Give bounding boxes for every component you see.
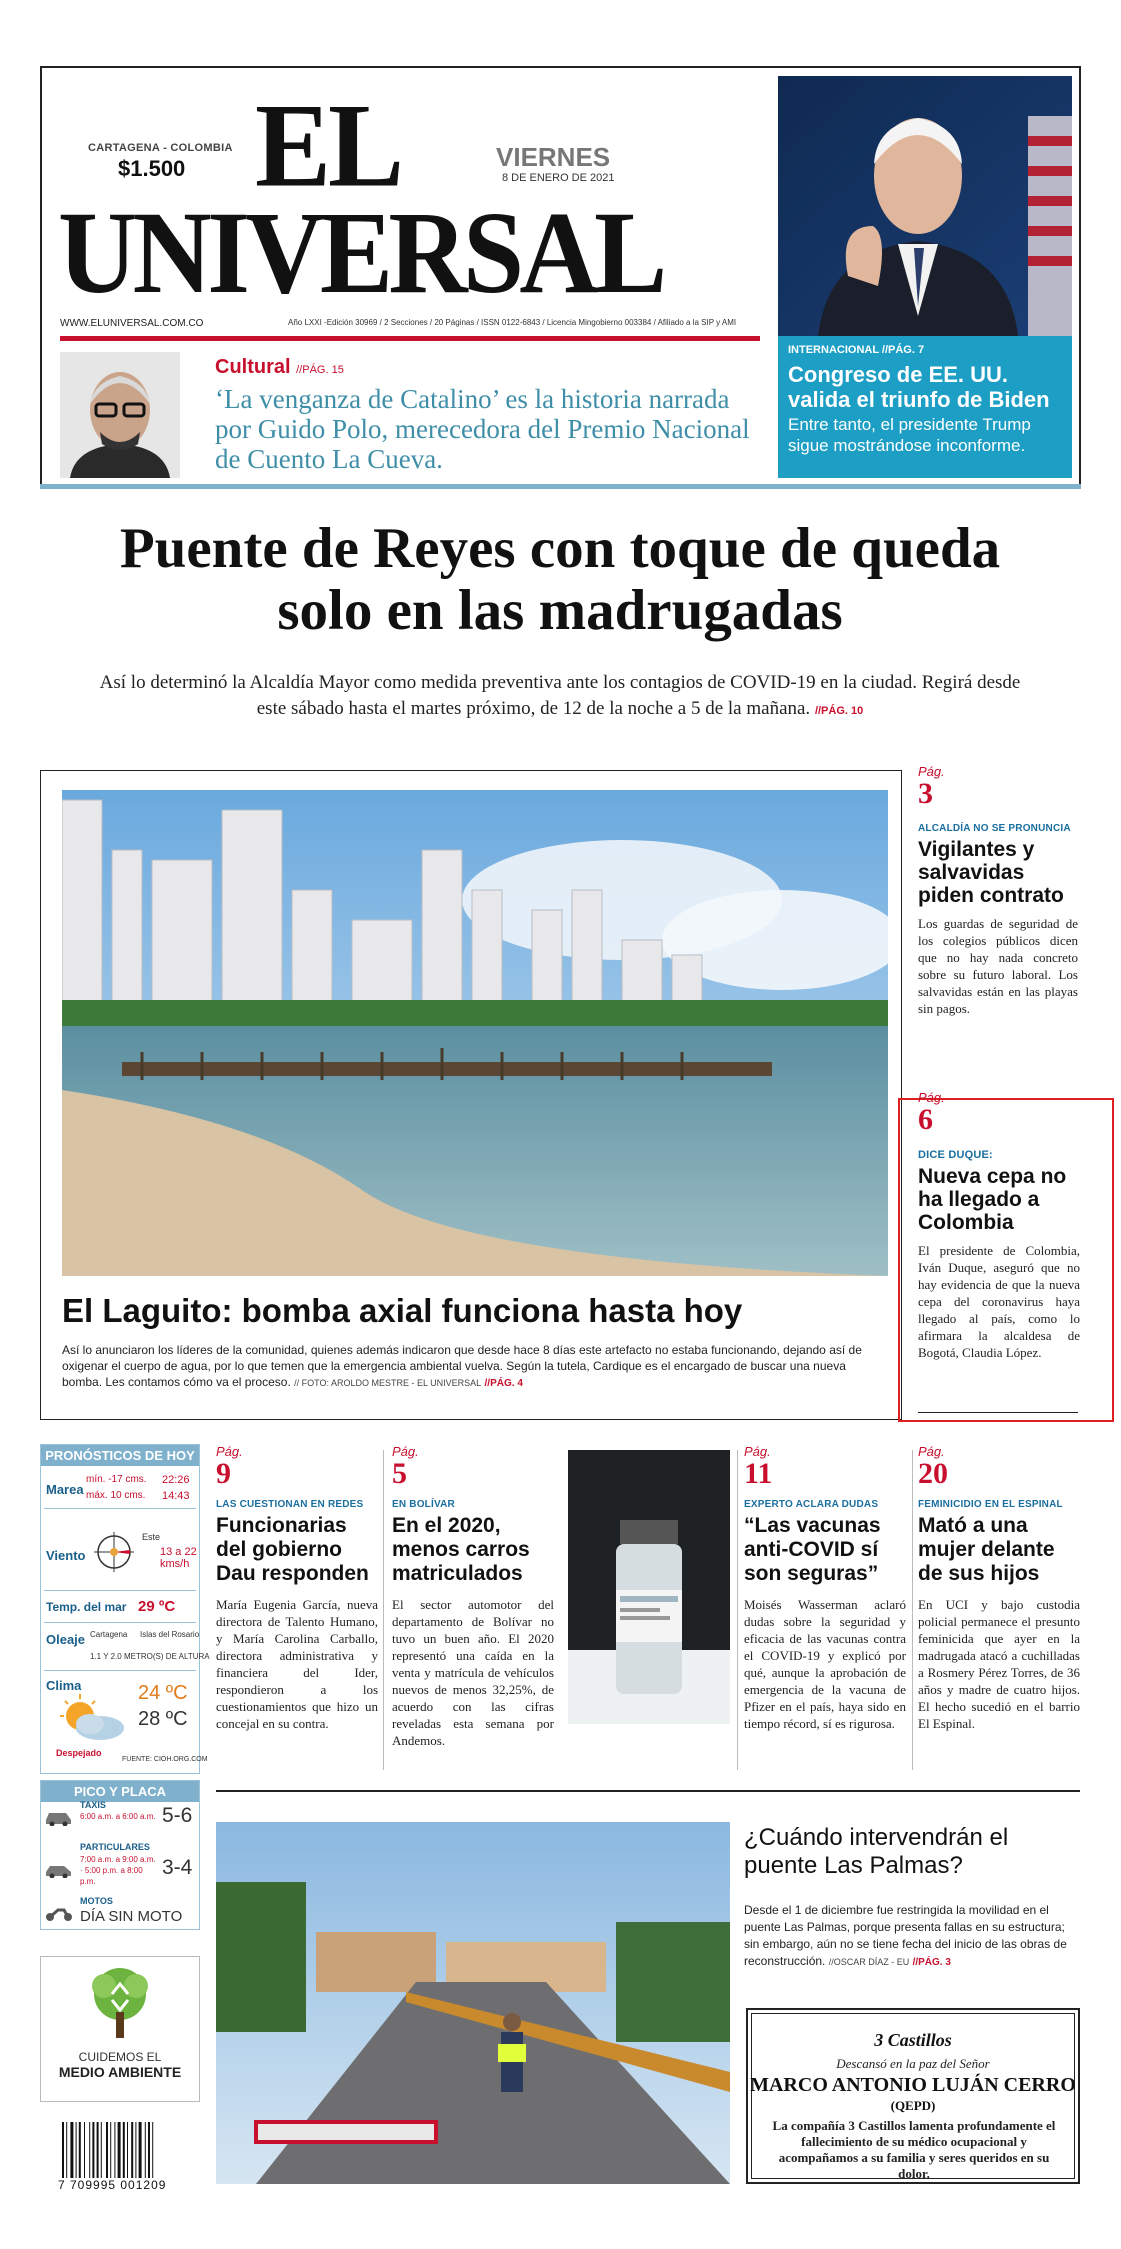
bottom-story-11-headline[interactable]: “Las vacunas anti-COVID sí son seguras” (744, 1514, 881, 1585)
bridge-text (744, 1902, 1080, 1971)
bottom-story-5-pag: Pág. (392, 1444, 419, 1459)
taxi-times: 6:00 a.m. a 6:00 a.m. (80, 1812, 156, 1821)
barcode-bar (101, 2122, 102, 2178)
obituary-qepd: (QEPD) (890, 2098, 936, 2113)
section-rule (216, 1790, 1080, 1792)
masthead-location: CARTAGENA - COLOMBIA (88, 142, 233, 154)
taxi-label: TAXIS (80, 1800, 106, 1810)
waves-cartagena: Cartagena (90, 1630, 128, 1639)
barcode-bar (110, 2122, 111, 2178)
taxi-digits: 5-6 (162, 1804, 193, 1827)
bottom-story-11-text: Moisés Wasserman aclaró dudas sobre la seguridad y eficacia de las vacunas contra el COVID-19 y explicó por qué, aunque la aprobación de emergencia de la vacuna de Pfizer en el país, haya sido en tiempo récord, sí es rigurosa. (744, 1597, 906, 1731)
particulares-times: 7:00 a.m. a 9:00 a.m. · 5:00 p.m. a 8:00 p.m. (80, 1855, 156, 1886)
barcode-bar (118, 2122, 121, 2178)
masthead-bottom-bar (40, 484, 1081, 489)
main-lead-text: Así lo determinó la Alcaldía Mayor como medida preventiva ante los contagios de COVID-19 en la ciudad. Regirá desde este sábado hasta el martes próximo, de 12 de la noche a 5 de la mañana. (99, 672, 1021, 719)
barcode-bar (127, 2122, 128, 2178)
side-story-2-underline (918, 1412, 1078, 1413)
barcode-bar (84, 2122, 85, 2178)
bottom-story-9-pag: Pág. (216, 1444, 243, 1459)
temp-high: 24 ºC (138, 1682, 188, 1704)
barcode-bar (62, 2122, 64, 2178)
moto-icon (44, 1904, 74, 1922)
international-headline[interactable]: Congreso de EE. UU. valida el triunfo de Biden (788, 362, 1050, 412)
wind-speed: 13 a 22 kms/h (160, 1546, 197, 1570)
main-lead (90, 670, 1030, 724)
bottom-story-5-num: 5 (392, 1457, 407, 1490)
bottom-story-5[interactable] (392, 1444, 554, 1749)
tide-divider (44, 1508, 196, 1509)
col-divider-1 (383, 1450, 384, 1770)
barcode-bar (66, 2122, 67, 2178)
bridge-headline[interactable]: ¿Cuándo intervendrán el puente Las Palmas? (744, 1824, 1009, 1879)
environment-line2: MEDIO AMBIENTE (58, 2064, 182, 2080)
masthead-day: VIERNES (496, 142, 611, 172)
barcode-bar (145, 2122, 146, 2178)
barcode-bar (131, 2122, 133, 2178)
wind-direction: Este (142, 1532, 161, 1542)
col-divider-3 (912, 1450, 913, 1770)
sea-temp: 29 ºC (138, 1598, 176, 1615)
cultural-section-label: Cultural (215, 356, 291, 378)
barcode-bar (92, 2122, 94, 2178)
waves-label: Oleaje (46, 1632, 86, 1647)
barcode-bar (139, 2122, 142, 2178)
weather-condition: Despejado (56, 1748, 102, 1758)
tree-recycle-icon (84, 1964, 156, 2044)
tide-min: mín. -17 cms. (86, 1474, 147, 1485)
bridge-page-ref[interactable]: //PÁG. 3 (912, 1957, 951, 1968)
bottom-story-11-kicker: EXPERTO ACLARA DUDAS (744, 1499, 879, 1510)
masthead-name-line1: EL (255, 78, 402, 212)
barcode-bar (79, 2122, 81, 2178)
particulares-digits: 3-4 (162, 1856, 193, 1879)
bottom-story-9-num: 9 (216, 1457, 231, 1490)
international-kicker[interactable]: INTERNACIONAL //PÁG. 7 (788, 344, 925, 356)
barcode-bar (106, 2122, 108, 2178)
tide-max: máx. 10 cms. (86, 1490, 146, 1501)
side-story-1-num: 3 (918, 777, 933, 810)
tide-min-time: 22:26 (162, 1474, 190, 1486)
taxi-icon (44, 1808, 74, 1826)
motos-status: DÍA SIN MOTO (80, 1908, 183, 1925)
cultural-page-ref[interactable]: //PÁG. 15 (296, 364, 344, 376)
weather-title: PRONÓSTICOS DE HOY (41, 1445, 199, 1466)
main-page-ref[interactable]: //PÁG. 10 (814, 705, 864, 717)
barcode-bar (123, 2122, 125, 2178)
barcode (60, 2122, 180, 2180)
bottom-story-20-text: En UCI y bajo custodia policial permanece el presunto feminicida que ayer en la madrugada atacó a cuchilladas a Rosmery Pérez Torres, de 36 años y madre de cuatro hijos. El hecho sucedió en el barrio El Espinal. (918, 1597, 1080, 1731)
masthead-red-rule (60, 336, 760, 341)
car-icon (44, 1860, 74, 1878)
masthead-edition-info: Año LXXI -Edición 30969 / 2 Secciones / 20 Páginas / ISSN 0122-6843 / Licencia Mingobierno 003384 / Afiliado a la SIP y AMI (288, 318, 737, 327)
laguito-headline[interactable]: El Laguito: bomba axial funciona hasta hoy (62, 1292, 743, 1329)
masthead-name-line2: UNIVERSAL (58, 187, 663, 318)
waves-value: 1.1 Y 2.0 METRO(S) DE ALTURA (90, 1652, 210, 1661)
side-story-2-num: 6 (918, 1103, 933, 1136)
side-story-1[interactable] (918, 764, 1078, 1017)
bottom-story-9-headline[interactable]: Funcionarias del gobierno Dau responden (216, 1514, 369, 1585)
bottom-story-9-kicker: LAS CUESTIONAN EN REDES (216, 1499, 364, 1510)
environment-line1: CUIDEMOS EL (78, 2050, 162, 2064)
barcode-bar (89, 2122, 90, 2178)
bridge-credit: //OSCAR DÍAZ - EU (828, 1957, 910, 1967)
laguito-text (62, 1342, 888, 1392)
columnist-photo (60, 352, 180, 478)
col-divider-2 (737, 1450, 738, 1770)
bottom-story-5-headline[interactable]: En el 2020, menos carros matriculados (392, 1514, 530, 1585)
bottom-story-20-pag: Pág. (918, 1444, 945, 1459)
bottom-story-5-text: El sector automotor del departamento de Bolívar no tuvo un buen año. El 2020 representó una caída en la venta y matrícula de vehículos nuevos de menos 32,25%, de acuerdo con las cifras reveladas esta semana por Andemos. (392, 1597, 554, 1748)
barcode-number: 7 709995 001209 (58, 2178, 167, 2192)
bottom-story-20[interactable] (918, 1444, 1080, 1732)
barcode-bar (152, 2122, 153, 2178)
bottom-story-9-text: María Eugenia García, nueva directora de Talento Humano, y María Carolina Carballo, directora administrativa y financiera del Ider, respondieron a los cuestionamientos que hizo un concejal en su contra. (216, 1597, 378, 1731)
vaccine-photo (568, 1450, 730, 1724)
international-deck: Entre tanto, el presidente Trump sigue mostrándose inconforme. (788, 415, 1031, 455)
bottom-story-9[interactable] (216, 1444, 378, 1732)
main-headline[interactable]: Puente de Reyes con toque de queda solo en las madrugadas (119, 517, 1001, 642)
temp-low: 28 ºC (138, 1708, 188, 1730)
waves-rosario: Islas del Rosario (140, 1630, 200, 1639)
bottom-story-11-num: 11 (744, 1457, 773, 1490)
laguito-credit: // FOTO: AROLDO MESTRE - EL UNIVERSAL (294, 1378, 482, 1388)
climate-label: Clima (46, 1678, 82, 1693)
side-story-2-headline[interactable]: Nueva cepa no ha llegado a Colombia (918, 1165, 1067, 1234)
weather-source: FUENTE: CIOH.ORG.COM (122, 1756, 208, 1763)
bottom-story-11[interactable] (744, 1444, 906, 1732)
laguito-photo (62, 790, 888, 1276)
side-story-1-kicker: ALCALDÍA NO SE PRONUNCIA (918, 823, 1071, 834)
waves-divider (44, 1670, 196, 1671)
side-story-2[interactable] (918, 1090, 1080, 1361)
side-story-2-pag: Pág. (918, 1090, 945, 1105)
obituary-brand: 3 Castillos (874, 2030, 952, 2050)
sea-temp-label: Temp. del mar (46, 1600, 127, 1614)
bridge-body: Desde el 1 de diciembre fue restringida la movilidad en el puente Las Palmas, porque presenta fallas en su estructura; sin embargo, aún no se tiene fecha del inicio de las obras de reconstrucción. (744, 1903, 1067, 1968)
bottom-story-5-kicker: EN BOLÍVAR (392, 1499, 455, 1510)
pico-placa-title: PICO Y PLACA (41, 1781, 199, 1802)
side-story-2-kicker: DICE DUQUE: (918, 1149, 993, 1161)
barcode-bar (148, 2122, 150, 2178)
wind-divider (44, 1590, 196, 1591)
side-story-1-text: Los guardas de seguridad de los colegios públicos dicen que no hay nada concreto sobre su futuro laboral. Los salvavidas están en las playas sin pagos. (918, 916, 1078, 1016)
laguito-body: Así lo anunciaron los líderes de la comunidad, quienes además indicaron que desde hace 8 días este artefacto no estaba funcionando, dejando así de oxigenar el cuerpo de agua, por lo que temen que la emergencia ambiental vuelva. Según la tutela, Cardique es el encargado de buscar una nueva bomba. Les contamos cómo va el proceso. (62, 1343, 862, 1389)
obituary-name: MARCO ANTONIO LUJÁN CERRO (750, 2074, 1076, 2096)
bottom-story-20-headline[interactable]: Mató a una mujer delante de sus hijos (918, 1514, 1055, 1585)
barcode-bar (76, 2122, 77, 2178)
particulares-label: PARTICULARES (80, 1842, 150, 1852)
bridge-photo (216, 1822, 730, 2184)
compass-icon (92, 1530, 136, 1574)
obituary-text: La compañía 3 Castillos lamenta profundamente el fallecimiento de su médico ocupacional y acompañamos a su familia y seres queridos en su dolor. (772, 2118, 1056, 2181)
motos-label: MOTOS (80, 1896, 113, 1906)
tide-max-time: 14:43 (162, 1490, 190, 1502)
masthead-website[interactable]: WWW.ELUNIVERSAL.COM.CO (60, 318, 204, 329)
cultural-section (215, 356, 344, 379)
tide-label: Marea (46, 1482, 84, 1497)
bottom-story-20-kicker: FEMINICIDIO EN EL ESPINAL (918, 1499, 1063, 1510)
wind-label: Viento (46, 1548, 86, 1563)
sea-divider (44, 1622, 196, 1623)
obituary-line1: Descansó en la paz del Señor (836, 2056, 990, 2071)
biden-photo (778, 76, 1072, 336)
side-story-1-headline[interactable]: Vigilantes y salvavidas piden contrato (918, 838, 1064, 907)
bottom-story-11-pag: Pág. (744, 1444, 771, 1459)
cultural-text[interactable]: ‘La venganza de Catalino’ es la historia narrada por Guido Polo, merecedora del Premio Nacional de Cuento La Cueva. (215, 384, 750, 474)
side-story-1-pag: Pág. (918, 764, 945, 779)
masthead-price: $1.500 (118, 156, 186, 181)
masthead-date: 8 DE ENERO DE 2021 (502, 172, 615, 184)
side-story-2-text: El presidente de Colombia, Iván Duque, aseguró que no hay evidencia de que la nueva cepa del coronavirus haya llegado al país, como lo afirmara la alcaldesa de Bogotá, Claudia López. (918, 1243, 1080, 1360)
barcode-bar (97, 2122, 99, 2178)
barcode-bar (135, 2122, 136, 2178)
bottom-story-20-num: 20 (918, 1457, 948, 1490)
laguito-page-ref[interactable]: //PÁG. 4 (484, 1378, 523, 1389)
sun-cloud-icon (50, 1694, 130, 1744)
barcode-bar (114, 2122, 115, 2178)
barcode-bar (70, 2122, 73, 2178)
